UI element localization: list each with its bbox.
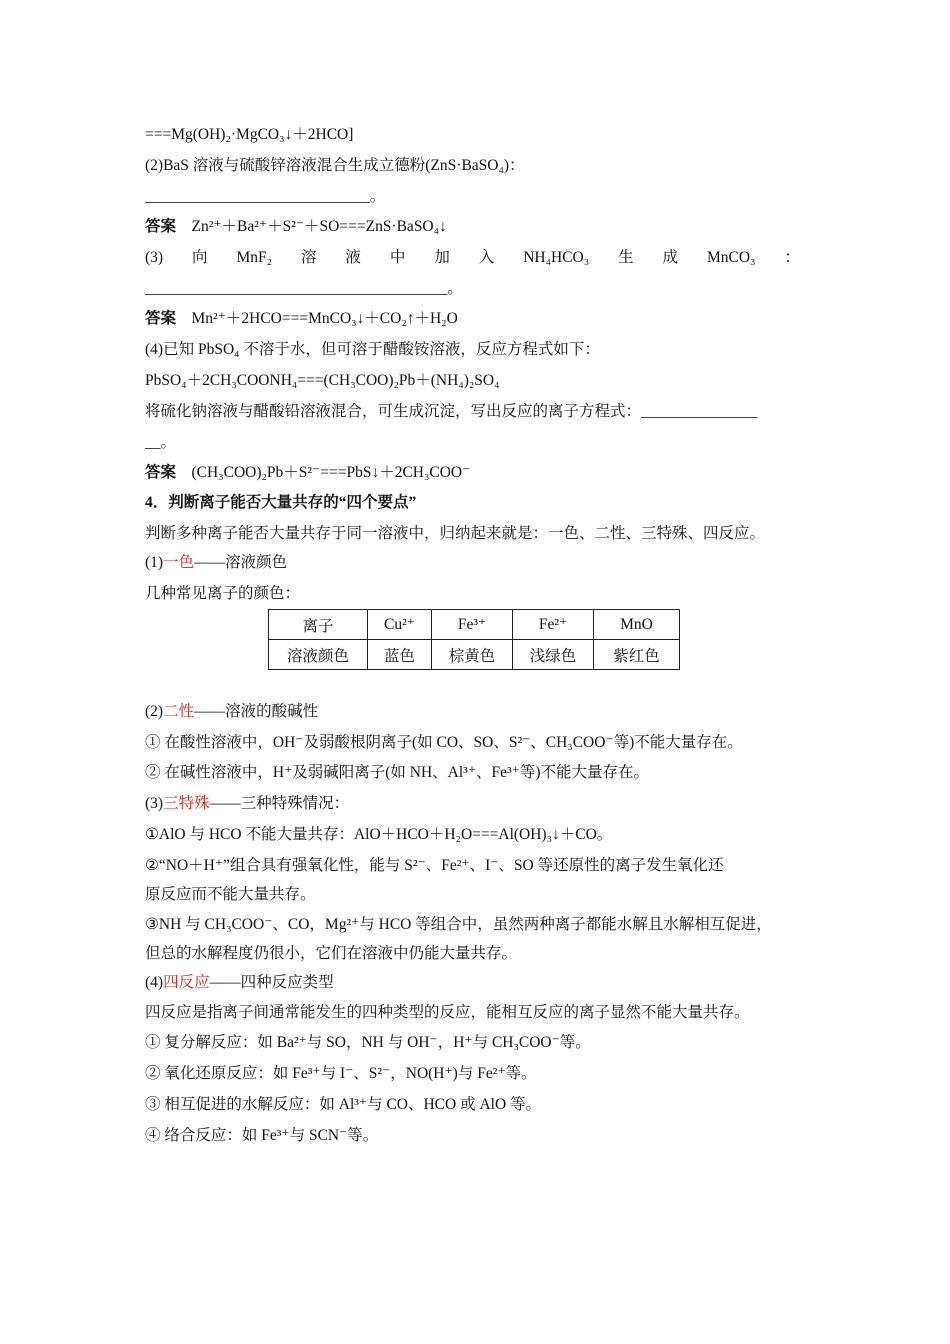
point-4-heading xyxy=(145,972,825,994)
reaction-intro: 四反应是指离子间通常能发生的四种类型的反应，能相互反应的离子显然不能大量共存。 xyxy=(145,1004,750,1021)
special-case-3: ③NH 与 CH₃COO⁻、CO，Mg²⁺与 HCO 等组合中，虽然两种离子都能水解且水解相互促进， xyxy=(145,916,772,933)
question-4: (4)已知 PbSO₄ 不溶于水，但可溶于醋酸铵溶液，反应方程式如下： xyxy=(145,341,600,358)
point-title: ——溶液颜色 xyxy=(194,554,288,571)
table-cell: 离子 xyxy=(269,610,368,640)
point-keyword: 三特殊 xyxy=(163,795,210,812)
special-case-1: ①AlO 与 HCO 不能大量共存：AlO＋HCO＋H₂O===Al(OH)₃↓＋CO。 xyxy=(145,826,613,843)
point-number: (1) xyxy=(145,554,164,571)
point-title: ——溶液的酸碱性 xyxy=(194,703,319,720)
table-cell: MnO xyxy=(594,610,680,640)
table-cell: Fe²⁺ xyxy=(513,610,594,640)
reaction-type-4: ④ 络合反应：如 Fe³⁺与 SCN⁻等。 xyxy=(145,1127,379,1144)
question-3-spread xyxy=(145,247,800,269)
table-caption: 几种常见离子的颜色： xyxy=(145,585,301,602)
table-cell: 蓝色 xyxy=(368,640,432,670)
table-cell: 紫红色 xyxy=(594,640,680,670)
special-case-2: ②“NO＋H⁺”组合具有强氧化性，能与 S²⁻、Fe²⁺、I⁻、SO 等还原性的离子发生氧化还 xyxy=(145,857,724,874)
base-condition: ② 在碱性溶液中，H⁺及弱碱阳离子(如 NH、Al³⁺、Fe³⁺等)不能大量存在。 xyxy=(145,764,649,781)
question-3-token: MnF₂ xyxy=(236,249,273,266)
reaction-type-3: ③ 相互促进的水解反应：如 Al³⁺与 CO、HCO 或 AlO 等。 xyxy=(145,1096,542,1113)
equation-continuation: ===Mg(OH)₂·MgCO₃↓＋2HCO] xyxy=(145,126,354,143)
question-3-token: NH₄HCO₃ xyxy=(523,249,590,266)
question-3-token: (3) xyxy=(145,249,164,266)
question-3-token: MnCO₃ xyxy=(707,249,756,266)
point-keyword: 二性 xyxy=(163,703,195,720)
point-keyword: 四反应 xyxy=(163,974,210,991)
answer-text: Zn²⁺＋Ba²⁺＋S²⁻＋SO===ZnS·BaSO₄↓ xyxy=(191,218,447,235)
question-3-token: 加 xyxy=(434,249,450,266)
point-2-heading xyxy=(145,701,825,723)
answer-3 xyxy=(145,308,825,330)
intro-paragraph: 判断多种离子能否大量共存于同一溶液中，归纳起来就是：一色、二性、三特殊、四反应。 xyxy=(145,525,766,542)
point-title: ——四种反应类型 xyxy=(209,974,334,991)
answer-2 xyxy=(145,216,825,238)
answer-label: 答案 xyxy=(145,310,177,327)
question-3-token: 生 xyxy=(618,249,634,266)
table-cell: Cu²⁺ xyxy=(368,610,432,640)
point-3-heading xyxy=(145,793,825,815)
answer-text: (CH₃COO)₂Pb＋S²⁻===PbS↓＋2CH₃COO⁻ xyxy=(191,464,471,481)
question-3-token: 入 xyxy=(478,249,495,266)
equation-pbso4: PbSO₄＋2CH₃COONH₄===(CH₃COO)₂Pb＋(NH₄)₂SO₄ xyxy=(145,372,500,389)
special-case-3-cont: 但总的水解程度仍很小，它们在溶液中仍能大量共存。 xyxy=(145,945,518,962)
answer-text: Mn²⁺＋2HCO===MnCO₃↓＋CO₂↑＋H₂O xyxy=(191,310,458,327)
point-number: (3) xyxy=(145,795,164,812)
answer-label: 答案 xyxy=(145,218,177,235)
point-keyword: 一色 xyxy=(163,554,195,571)
question-2: (2)BaS 溶液与硫酸锌溶液混合生成立德粉(ZnS·BaSO₄)： xyxy=(145,157,525,174)
question-3-token: ： xyxy=(784,249,800,266)
point-title: ——三种特殊情况： xyxy=(209,795,350,812)
table-row xyxy=(269,640,680,670)
answer-blank-4: __。 xyxy=(145,434,177,451)
reaction-type-2: ② 氧化还原反应：如 Fe³⁺与 I⁻、S²⁻，NO(H⁺)与 Fe²⁺等。 xyxy=(145,1065,537,1082)
question-3-token: 成 xyxy=(662,249,679,266)
answer-4 xyxy=(145,462,825,484)
acid-condition: ① 在酸性溶液中，OH⁻及弱酸根阴离子(如 CO、SO、S²⁻、CH₃COO⁻等)不能大量存在。 xyxy=(145,734,743,751)
point-1-heading xyxy=(145,552,825,574)
table-header-row xyxy=(269,610,680,640)
special-case-2-cont: 原反应而不能大量共存。 xyxy=(145,886,316,903)
question-3-token: 液 xyxy=(345,249,361,266)
table-cell: Fe³⁺ xyxy=(432,610,513,640)
reaction-type-1: ① 复分解反应：如 Ba²⁺与 SO，NH 与 OH⁻，H⁺与 CH₃COO⁻等。 xyxy=(145,1034,591,1051)
table-cell: 棕黄色 xyxy=(432,640,513,670)
section-heading: 4．判断离子能否大量共存的“四个要点” xyxy=(145,494,417,511)
answer-label: 答案 xyxy=(145,464,177,481)
answer-blank-3: _______________________________________。 xyxy=(145,280,463,297)
answer-blank-2: _____________________________。 xyxy=(145,188,386,205)
table-cell: 浅绿色 xyxy=(513,640,594,670)
question-3-token: 向 xyxy=(192,249,208,266)
question-3-token: 溶 xyxy=(300,249,317,266)
question-4-prompt: 将硫化钠溶液与醋酸铅溶液混合，可生成沉淀，写出反应的离子方程式：_______________ xyxy=(145,403,758,420)
question-3 xyxy=(145,247,825,269)
point-number: (2) xyxy=(145,703,164,720)
table-cell: 溶液颜色 xyxy=(269,640,368,670)
ion-color-table xyxy=(268,609,680,670)
question-3-token: 中 xyxy=(389,249,406,266)
point-number: (4) xyxy=(145,974,164,991)
